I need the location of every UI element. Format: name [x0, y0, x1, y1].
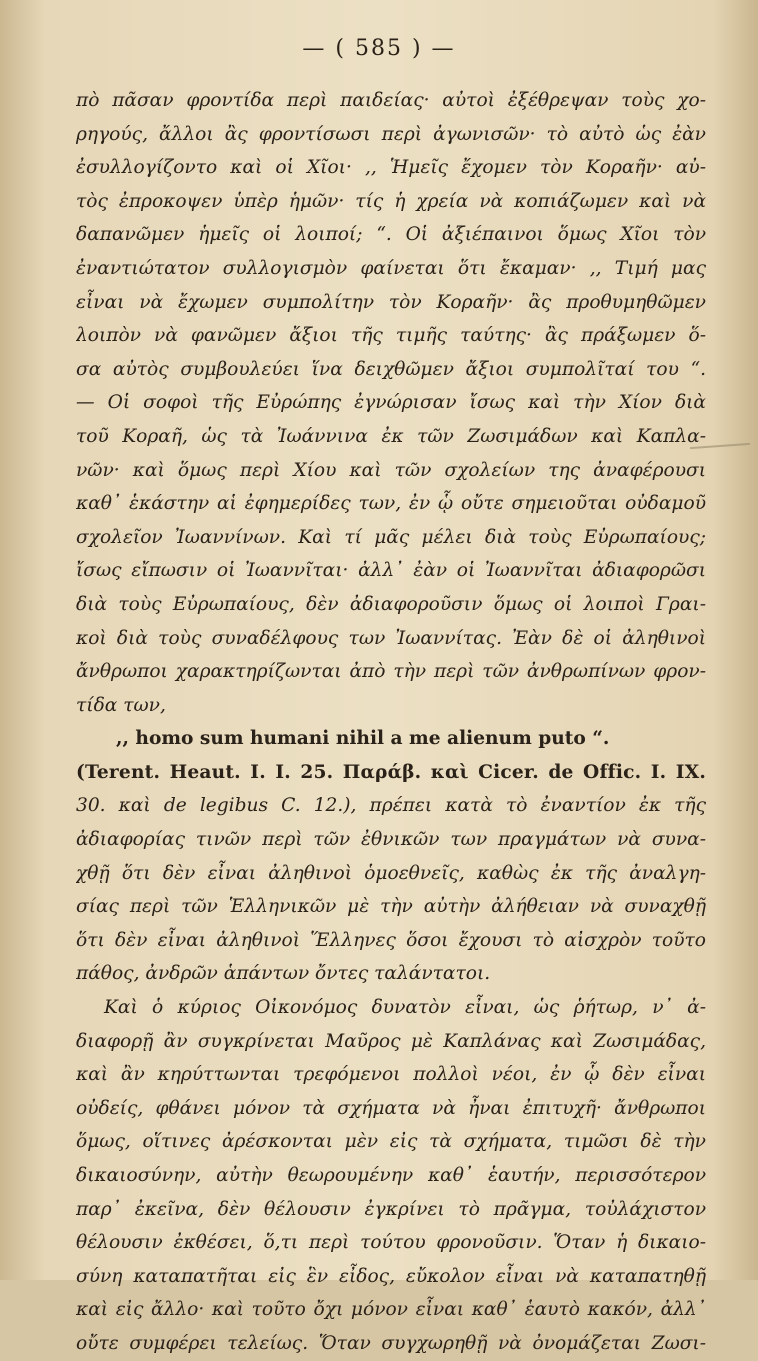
text-line: 30. καὶ de legibus C. 12.), πρέπει κατὰ τὸ ἐναντίον ἐκ τῆς: [76, 795, 706, 817]
text-line: ἴσως εἴπωσιν οἱ Ἰωαννῖται· ἀλλ᾿ ἐὰν οἱ Ἰωαννῖται ἀδιαφορῶσι: [76, 560, 706, 582]
text-line: παρ᾿ ἐκεῖνα, δὲν θέλουσιν ἐγκρίνει τὸ πρᾶγμα, τοὐλάχιστον: [76, 1198, 706, 1220]
text-line: κοὶ διὰ τοὺς συναδέλφους των Ἰωαννίτας. Ἐὰν δὲ οἱ ἀληθινοὶ: [76, 627, 706, 649]
text-line: καθ᾿ ἑκάστην αἱ ἐφημερίδες των, ἐν ᾧ οὔτε σημειοῦται οὐδαμοῦ: [76, 493, 706, 515]
text-line: ρηγούς, ἄλλοι ἂς φροντίσωσι περὶ ἀγωνισῶν· τὸ αὐτὸ ὡς ἐὰν: [76, 123, 706, 145]
text-line: ἐσυλλογίζοντο καὶ οἱ Χῖοι· ,, Ἡμεῖς ἔχομεν τὸν Κοραῆν· αὐ-: [76, 157, 706, 179]
text-line: δαπανῶμεν ἡμεῖς οἱ λοιποί; “. Οἱ ἀξιέπαινοι ὅμως Χῖοι τὸν: [76, 224, 706, 246]
text-line: ὅμως, οἵτινες ἀρέσκονται μὲν εἰς τὰ σχήματα, τιμῶσι δὲ τὴν: [76, 1131, 706, 1153]
text-line: διὰ τοὺς Εὐρωπαίους, δὲν ἀδιαφοροῦσιν ὅμως οἱ λοιποὶ Γραι-: [76, 593, 706, 615]
citation-line: (Terent. Heaut. I. I. 25. Παράβ. καὶ Cicer. de Offic. I. IX.: [76, 761, 706, 783]
text-line: ἄνθρωποι χαρακτηρίζωνται ἀπὸ τὴν περὶ τῶν ἀνθρωπίνων φρον-: [76, 661, 706, 683]
text-line: ἐναντιώτατον συλλογισμὸν φαίνεται ὅτι ἔκαμαν· ,, Τιμή μας: [76, 257, 706, 279]
page-body: [76, 84, 706, 1361]
text-line: πὸ πᾶσαν φροντίδα περὶ παιδείας· αὐτοὶ ἐξέθρεψαν τοὺς χο-: [76, 90, 706, 111]
text-line: λοιπὸν νὰ φανῶμεν ἄξιοι τῆς τιμῆς ταύτης· ἂς πράξωμεν ὅ-: [76, 325, 706, 347]
text-line: νῶν· καὶ ὅμως περὶ Χίου καὶ τῶν σχολείων της ἀναφέρουσι: [76, 459, 706, 481]
text-line: χθῇ ὅτι δὲν εἶναι ἀληθινοὶ ὁμοεθνεῖς, καθὼς ἐκ τῆς ἀναλγη-: [76, 862, 706, 884]
text-line: εἶναι νὰ ἔχωμεν συμπολίτην τὸν Κοραῆν· ἂς προθυμηθῶμεν: [76, 291, 706, 313]
text-line: σα αὐτὸς συμβουλεύει ἵνα δειχθῶμεν ἄξιοι συμπολῖταί του “.: [76, 358, 706, 380]
text-line: δικαιοσύνην, αὐτὴν θεωρουμένην καθ᾿ ἑαυτήν, περισσότερον: [76, 1165, 706, 1186]
text-line: πάθος, ἀνδρῶν ἁπάντων ὄντες ταλάντατοι.: [76, 963, 491, 985]
text-line: ὅτι δὲν εἶναι ἀληθινοὶ Ἕλληνες ὅσοι ἔχουσι τὸ αἰσχρὸν τοῦτο: [76, 929, 706, 951]
text-line: τὸς ἐπροκοψεν ὑπὲρ ἡμῶν· τίς ἡ χρεία νὰ κοπιάζωμεν καὶ νὰ: [76, 190, 706, 212]
paragraph-start: Καὶ ὁ κύριος Οἰκονόμος δυνατὸν εἶναι, ὡς ῥήτωρ, ν᾿ ἀ-: [104, 997, 706, 1019]
text-line: οὔτε συμφέρει τελείως. Ὅταν συγχωρηθῇ νὰ ὀνομάζεται Ζωσι-: [76, 1332, 706, 1354]
latin-quotation: ,, homo sum humani nihil a me alienum puto “.: [116, 728, 610, 750]
text-line: σχολεῖον Ἰωαννίνων. Καὶ τί μᾶς μέλει διὰ τοὺς Εὐρωπαίους;: [76, 526, 706, 548]
text-line: διαφορῇ ἂν συγκρίνεται Μαῦρος μὲ Καπλάνας καὶ Ζωσιμάδας,: [76, 1030, 706, 1052]
text-line: τοῦ Κοραῆ, ὡς τὰ Ἰωάννινα ἐκ τῶν Ζωσιμάδων καὶ Καπλα-: [76, 425, 706, 447]
text-line: οὐδείς, φθάνει μόνον τὰ σχήματα νὰ ἦναι ἐπιτυχῆ· ἄνθρωποι: [76, 1097, 706, 1119]
page-number: — ( 585 ) —: [302, 36, 456, 61]
text-line: ἀδιαφορίας τινῶν περὶ τῶν ἐθνικῶν των πραγμάτων νὰ συνα-: [76, 829, 706, 851]
text-line: σύνη καταπατῆται εἰς ἓν εἶδος, εὔκολον εἶναι νὰ καταπατηθῇ: [76, 1265, 706, 1287]
text-line: καὶ ἂν κηρύττωνται τρεφόμενοι πολλοὶ νέοι, ἐν ᾧ δὲν εἶναι: [76, 1064, 706, 1086]
text-line: θέλουσιν ἐκθέσει, ὅ,τι περὶ τούτου φρονοῦσιν. Ὅταν ἡ δικαιο-: [76, 1232, 706, 1254]
text-line: σίας περὶ τῶν Ἑλληνικῶν μὲ τὴν αὐτὴν ἀλήθειαν νὰ συναχθῇ: [76, 896, 706, 918]
text-line: καὶ εἰς ἄλλο· καὶ τοῦτο ὄχι μόνον εἶναι καθ᾿ ἑαυτὸ κακόν, ἀλλ᾿: [76, 1299, 706, 1321]
text-line: — Οἱ σοφοὶ τῆς Εὐρώπης ἐγνώρισαν ἴσως καὶ τὴν Χίον διὰ: [76, 392, 706, 414]
text-line: τίδα των,: [76, 694, 166, 716]
